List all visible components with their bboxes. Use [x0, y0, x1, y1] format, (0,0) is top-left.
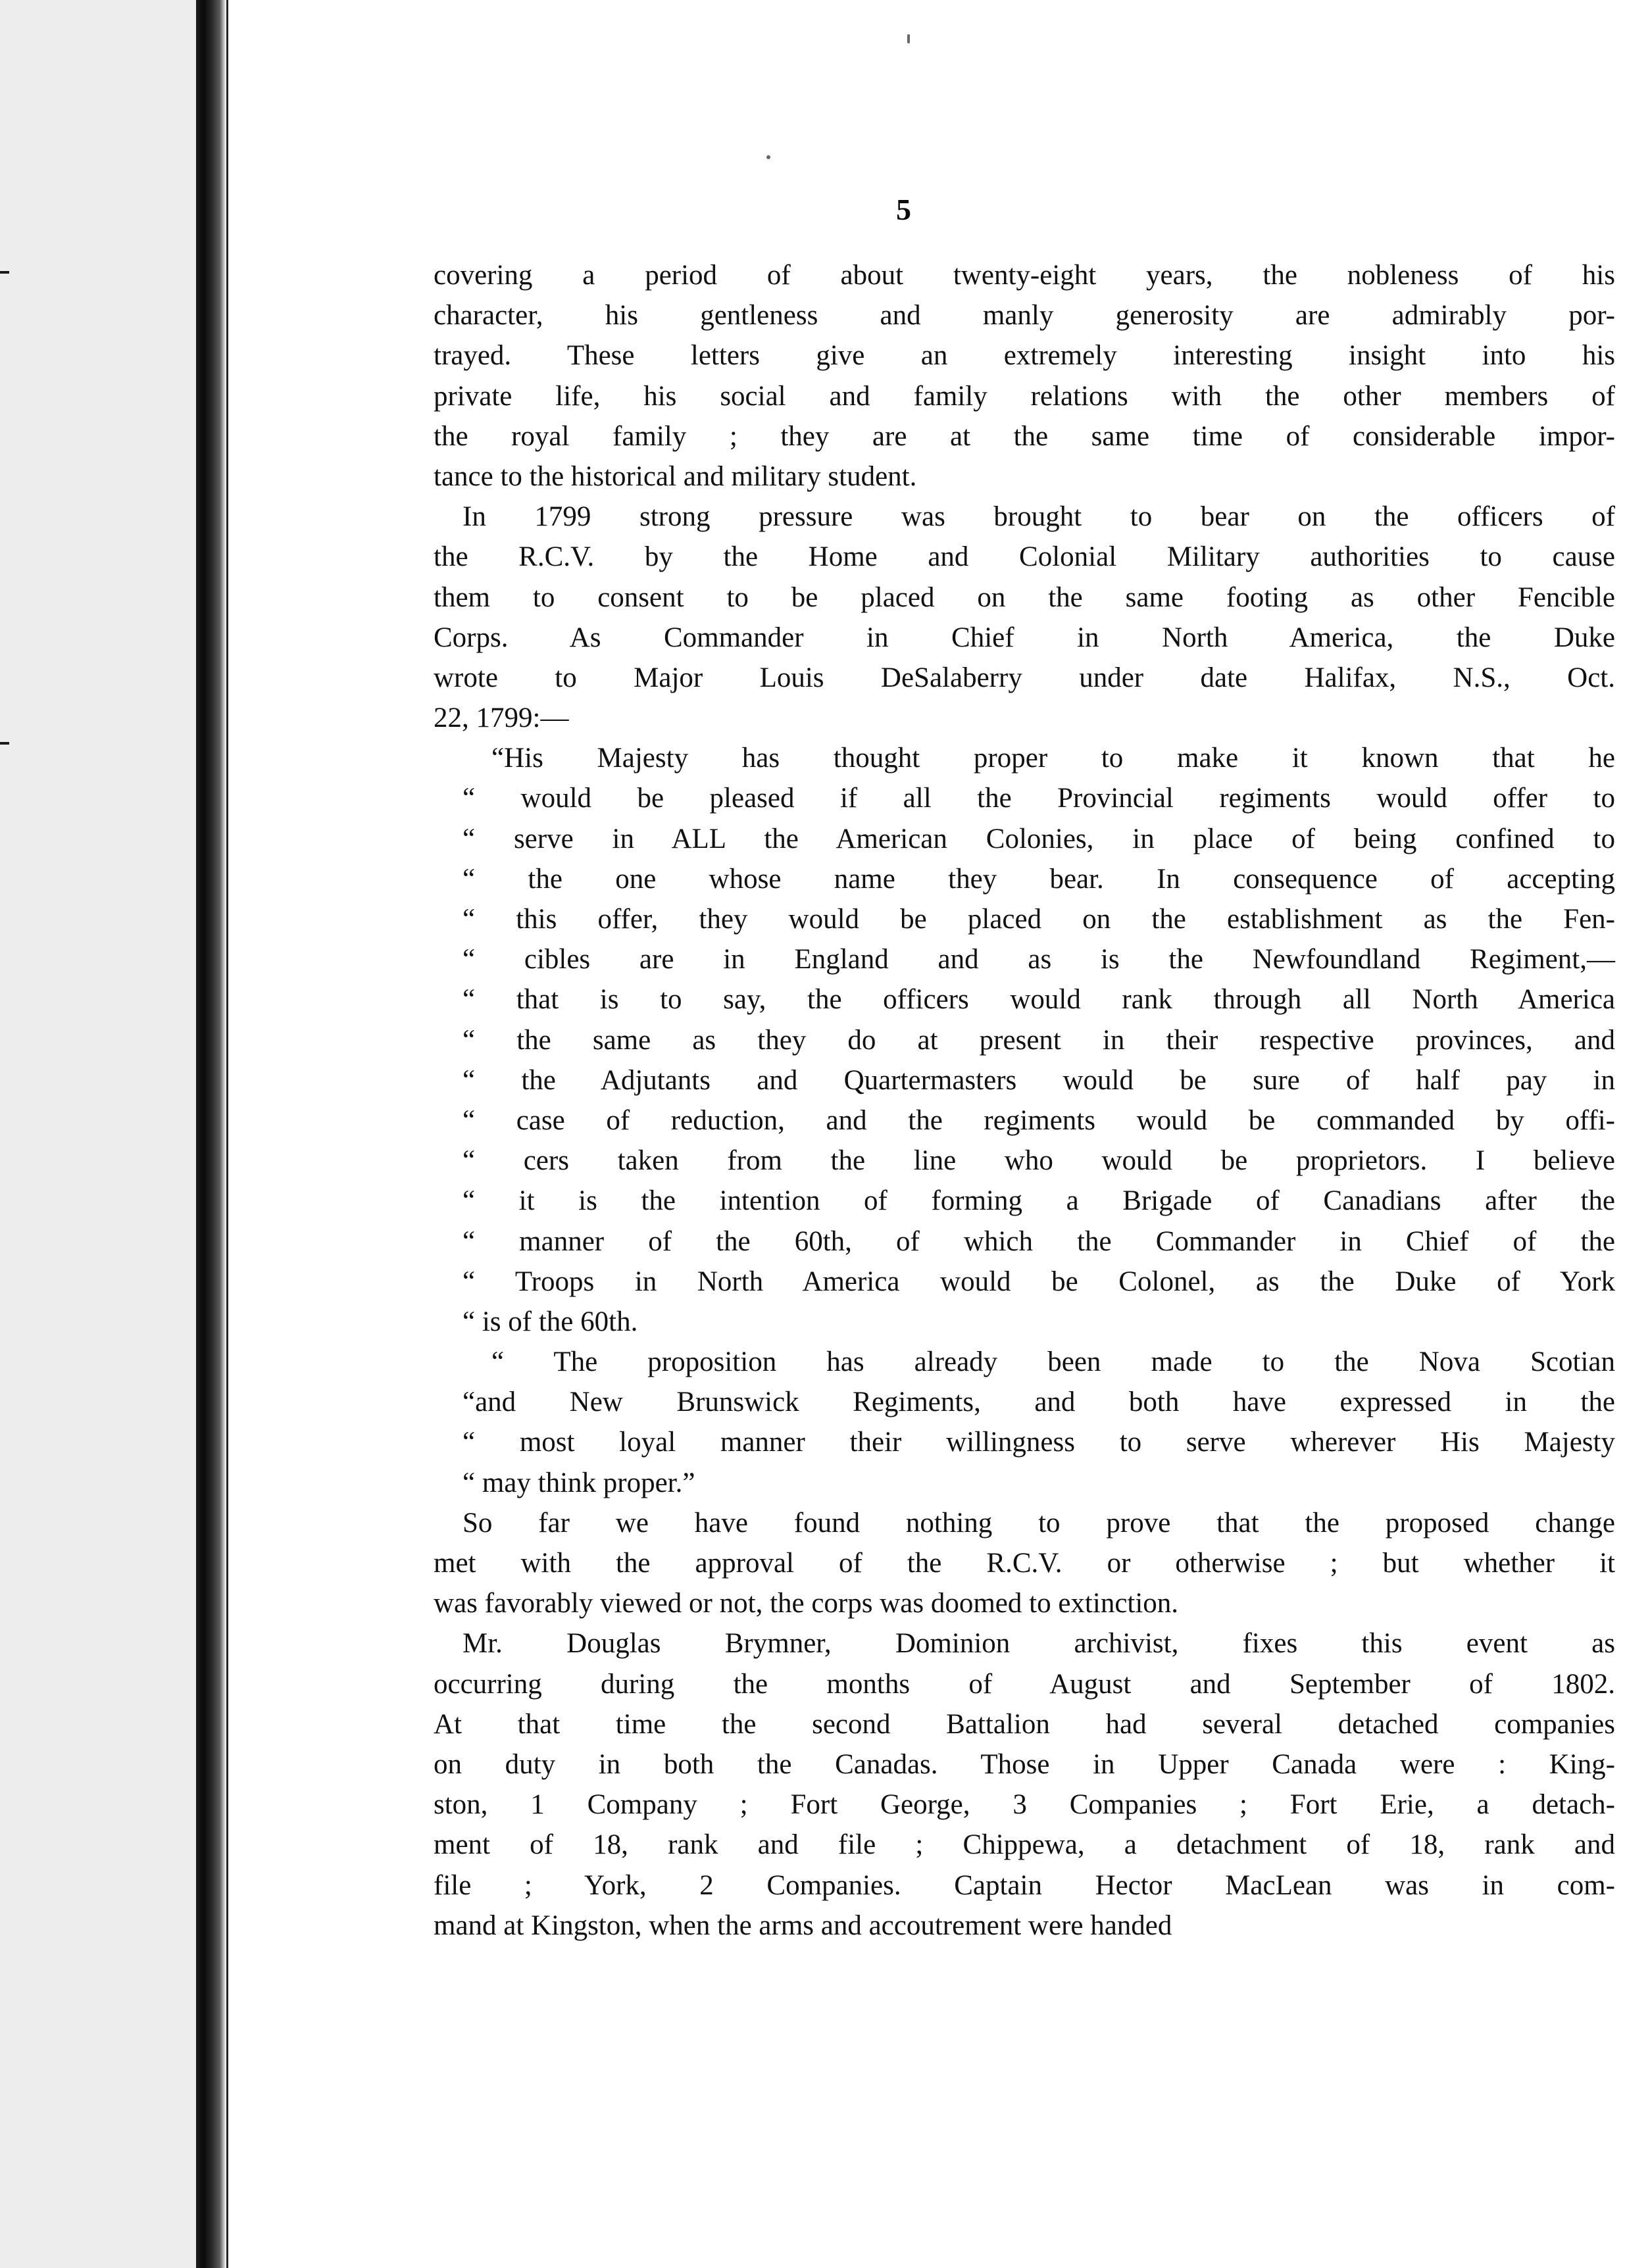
text-line: covering a period of about twenty-eight years, the nobleness of his: [434, 260, 1615, 291]
quoted-paragraph: [434, 738, 1615, 1342]
text-line: “ the same as they do at present in their respective provinces, and: [463, 1024, 1615, 1056]
text-line: trayed. These letters give an extremely interesting insight into his: [434, 340, 1615, 372]
text-line: file ; York, 2 Companies. Captain Hector MacLean was in com-: [434, 1869, 1615, 1901]
text-line: mand at Kingston, when the arms and accoutrement were handed: [434, 1910, 1172, 1941]
text-line: “ The proposition has already been made to the Nova Scotian: [491, 1346, 1615, 1378]
paper-speck: [766, 155, 770, 159]
text-line: “ Troops in North America would be Colonel, as the Duke of York: [463, 1266, 1615, 1297]
text-line: “ that is to say, the officers would rank through all North America: [463, 984, 1615, 1016]
text-line: tance to the historical and military student.: [434, 460, 917, 492]
book-page: [228, 0, 1650, 2268]
book-gutter: [196, 0, 226, 2268]
text-line: character, his gentleness and manly generosity are admirably por-: [434, 300, 1615, 332]
text-line: was favorably viewed or not, the corps was doomed to extinction.: [434, 1588, 1179, 1619]
text-line: the royal family ; they are at the same time of considerable impor-: [434, 420, 1615, 452]
text-line: occurring during the months of August and September of 1802.: [434, 1668, 1615, 1700]
facing-page-mark: [0, 742, 9, 745]
text-line: “ it is the intention of forming a Brigade of Canadians after the: [463, 1185, 1615, 1217]
quoted-paragraph: [434, 1342, 1615, 1503]
text-line: “ may think proper.”: [463, 1467, 695, 1498]
text-line: So far we have found nothing to prove that the proposed change: [463, 1507, 1615, 1539]
page-body-text: [434, 255, 1615, 1946]
text-line: “ is of the 60th.: [463, 1306, 638, 1337]
text-line: the R.C.V. by the Home and Colonial Military authorities to cause: [434, 541, 1615, 573]
text-line: “ this offer, they would be placed on the establishment as the Fen-: [463, 904, 1615, 935]
text-line: At that time the second Battalion had several detached companies: [434, 1708, 1615, 1740]
text-line: 22, 1799:—: [434, 703, 569, 734]
facing-page-mark: [0, 271, 9, 274]
text-line: “ serve in ALL the American Colonies, in place of being confined to: [463, 823, 1615, 854]
page-number: [228, 192, 1650, 227]
text-line: “ cibles are in England and as is the Newfoundland Regiment,—: [463, 944, 1615, 975]
text-line: “ most loyal manner their willingness to serve wherever His Majesty: [463, 1427, 1615, 1458]
text-line: “and New Brunswick Regiments, and both have expressed in the: [463, 1387, 1615, 1418]
text-line: Corps. As Commander in Chief in North America, the Duke: [434, 622, 1615, 653]
text-line: “ case of reduction, and the regiments would be commanded by offi-: [463, 1104, 1615, 1136]
page-number-text: 5: [896, 193, 911, 226]
text-line: ment of 18, rank and file ; Chippewa, a detachment of 18, rank and: [434, 1829, 1615, 1861]
text-line: “ the Adjutants and Quartermasters would be sure of half pay in: [463, 1064, 1615, 1096]
text-line: “His Majesty has thought proper to make it known that he: [491, 743, 1615, 774]
text-line: private life, his social and family relations with the other members of: [434, 380, 1615, 412]
text-line: “ would be pleased if all the Provincial regiments would offer to: [463, 783, 1615, 814]
paragraph: [434, 497, 1615, 738]
text-line: Mr. Douglas Brymner, Dominion archivist, fixes this event as: [463, 1628, 1615, 1660]
facing-page-edge: [0, 0, 196, 2268]
text-line: “ cers taken from the line who would be proprietors. I believe: [463, 1145, 1615, 1177]
text-line: “ manner of the 60th, of which the Commander in Chief of the: [463, 1225, 1615, 1257]
text-line: wrote to Major Louis DeSalaberry under date Halifax, N.S., Oct.: [434, 662, 1615, 693]
text-line: ston, 1 Company ; Fort George, 3 Companies ; Fort Erie, a detach-: [434, 1789, 1615, 1821]
paragraph: [434, 1503, 1615, 1624]
text-line: “ the one whose name they bear. In consequence of accepting: [463, 863, 1615, 895]
text-line: met with the approval of the R.C.V. or otherwise ; but whether it: [434, 1548, 1615, 1579]
text-line: In 1799 strong pressure was brought to bear on the officers of: [463, 501, 1615, 533]
text-line: them to consent to be placed on the same footing as other Fencible: [434, 581, 1615, 613]
paper-speck: [907, 34, 910, 43]
paragraph: [434, 255, 1615, 497]
paragraph: [434, 1623, 1615, 1946]
text-line: on duty in both the Canadas. Those in Upper Canada were : King-: [434, 1748, 1615, 1780]
